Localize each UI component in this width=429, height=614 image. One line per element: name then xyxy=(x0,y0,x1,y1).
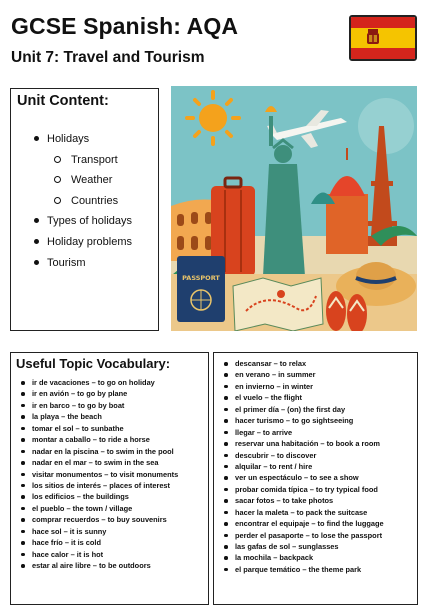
list-item: Transport xyxy=(31,154,132,175)
vocabulary-list-2 xyxy=(221,359,384,576)
list-item: descubrir – to discover xyxy=(221,451,384,462)
list-item: el vuelo – the flight xyxy=(221,393,384,404)
list-item: llegar – to arrive xyxy=(221,428,384,439)
list-item: los sitios de interés – places of interest xyxy=(18,481,178,492)
list-item: encontrar el equipaje – to find the luggage xyxy=(221,519,384,530)
list-item: el primer día – (on) the first day xyxy=(221,405,384,416)
list-item: nadar en la piscina – to swim in the pool xyxy=(18,447,178,458)
passport-icon xyxy=(177,256,225,322)
vocabulary-panel-left xyxy=(10,352,209,605)
spain-flag-icon xyxy=(349,15,417,61)
list-item: Holiday problems xyxy=(31,236,132,257)
list-item: sacar fotos – to take photos xyxy=(221,496,384,507)
list-item: reservar una habitación – to book a room xyxy=(221,439,384,450)
list-item: en invierno – in winter xyxy=(221,382,384,393)
list-item: hace sol – it is sunny xyxy=(18,527,178,538)
list-item: alquilar – to rent / hire xyxy=(221,462,384,473)
list-item: visitar monumentos – to visit monuments xyxy=(18,470,178,481)
list-item: Tourism xyxy=(31,257,132,278)
list-item: la mochila – backpack xyxy=(221,553,384,564)
list-item: ir en avión – to go by plane xyxy=(18,389,178,400)
list-item: nadar en el mar – to swim in the sea xyxy=(18,458,178,469)
list-item: la playa – the beach xyxy=(18,412,178,423)
vocabulary-panel-right xyxy=(213,352,418,605)
list-item: en verano – in summer xyxy=(221,370,384,381)
page-title: GCSE Spanish: AQA xyxy=(11,13,239,39)
list-item: montar a caballo – to ride a horse xyxy=(18,435,178,446)
list-item: ir de vacaciones – to go on holiday xyxy=(18,378,178,389)
vocabulary-list-1 xyxy=(18,378,178,572)
map-icon xyxy=(233,278,323,331)
vocabulary-heading: Useful Topic Vocabulary: xyxy=(16,356,171,371)
page-subtitle: Unit 7: Travel and Tourism xyxy=(11,49,205,66)
list-item: hace calor – it is hot xyxy=(18,550,178,561)
list-item: hace frío – it is cold xyxy=(18,538,178,549)
list-item: probar comida típica – to try typical food xyxy=(221,485,384,496)
passport-label: PASSPORT xyxy=(182,274,220,282)
list-item: ver un espectáculo – to see a show xyxy=(221,473,384,484)
travel-illustration xyxy=(171,86,417,331)
list-item: el parque temático – the theme park xyxy=(221,565,384,576)
list-item: Countries xyxy=(31,195,132,216)
list-item: tomar el sol – to sunbathe xyxy=(18,424,178,435)
list-item: Holidays xyxy=(31,133,132,154)
list-item: el pueblo – the town / village xyxy=(18,504,178,515)
sun-icon xyxy=(187,92,239,144)
list-item: descansar – to relax xyxy=(221,359,384,370)
unit-content-list xyxy=(31,133,132,277)
list-item: los edificios – the buildings xyxy=(18,492,178,503)
list-item: Types of holidays xyxy=(31,215,132,236)
list-item: hacer la maleta – to pack the suitcase xyxy=(221,508,384,519)
list-item: comprar recuerdos – to buy souvenirs xyxy=(18,515,178,526)
unit-content-heading: Unit Content: xyxy=(17,93,109,109)
unit-content-panel xyxy=(10,88,159,331)
list-item: estar al aire libre – to be outdoors xyxy=(18,561,178,572)
list-item: las gafas de sol – sunglasses xyxy=(221,542,384,553)
coat-of-arms-icon xyxy=(365,29,381,47)
list-item: Weather xyxy=(31,174,132,195)
list-item: hacer turismo – to go sightseeing xyxy=(221,416,384,427)
list-item: ir en barco – to go by boat xyxy=(18,401,178,412)
list-item: perder el pasaporte – to lose the passport xyxy=(221,531,384,542)
